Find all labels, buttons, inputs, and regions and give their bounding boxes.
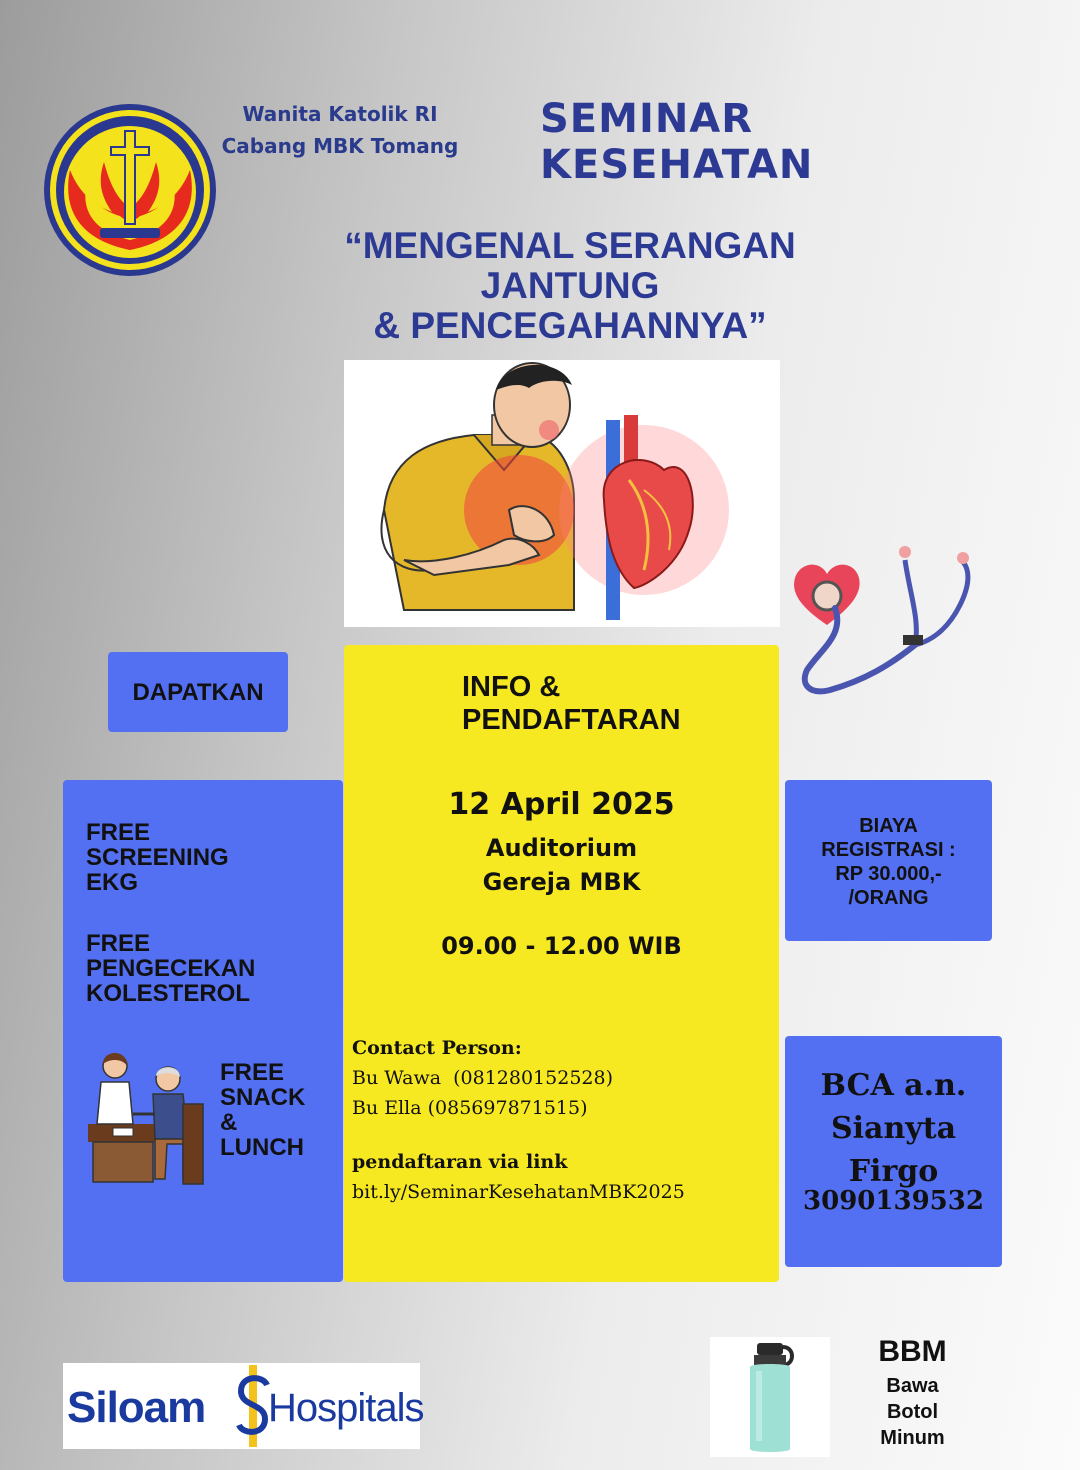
organization-name: Wanita Katolik RI Cabang MBK Tomang xyxy=(221,102,459,158)
bank-account-name: BCA a.n. Sianyta Firgo xyxy=(820,1068,967,1189)
contact-heading: Contact Person: xyxy=(352,1037,522,1059)
event-time: 09.00 - 12.00 WIB xyxy=(441,932,682,960)
bbm-title: BBM xyxy=(878,1335,947,1368)
registration-heading: pendaftaran via link xyxy=(352,1151,568,1173)
seminar-title: “MENGENAL SERANGAN JANTUNG & PENCEGAHANNYA” xyxy=(344,225,796,346)
contact-1: Bu Wawa (081280152528) xyxy=(352,1067,613,1089)
sponsor-name-part2: Hospitals xyxy=(268,1386,424,1430)
event-venue: Auditorium Gereja MBK xyxy=(482,834,641,896)
bbm-description: Bawa Botol Minum xyxy=(880,1375,945,1449)
sponsor-logo xyxy=(63,1363,424,1449)
bank-account-number: 3090139532 xyxy=(803,1186,984,1216)
contact-info xyxy=(352,1033,613,1123)
siloam-symbol-icon xyxy=(233,1363,273,1449)
bring-bottle-note xyxy=(850,1335,975,1451)
contact-2: Bu Ella (085697871515) xyxy=(352,1097,588,1119)
organization-logo xyxy=(40,100,220,280)
benefit-ekg: FREE SCREENING EKG xyxy=(86,819,229,896)
benefits-box xyxy=(63,780,343,1282)
info-title: INFO & PENDAFTARAN xyxy=(462,671,681,736)
info-box xyxy=(344,645,779,1282)
event-date: 12 April 2025 xyxy=(448,787,675,822)
bottle-icon xyxy=(710,1337,830,1457)
registration-link[interactable]: bit.ly/SeminarKesehatanMBK2025 xyxy=(352,1181,685,1203)
benefits-label-box xyxy=(108,652,288,732)
benefits-label: DAPATKAN xyxy=(132,679,264,706)
registration-info xyxy=(352,1147,685,1207)
fee-box xyxy=(785,780,992,941)
water-bottle-image xyxy=(710,1337,830,1457)
registration-fee: BIAYA REGISTRASI : RP 30.000,- /ORANG xyxy=(821,815,956,909)
benefit-snack-lunch: FREE SNACK & LUNCH xyxy=(220,1059,306,1161)
event-type-title: SEMINAR KESEHATAN xyxy=(540,96,814,188)
benefit-cholesterol: FREE PENGECEKAN KOLESTEROL xyxy=(86,930,256,1007)
stethoscope-icon xyxy=(785,540,985,700)
sponsor-name-part1: Siloam xyxy=(67,1383,206,1432)
heart-attack-illustration xyxy=(344,360,780,627)
doctor-patient-illustration xyxy=(83,1044,213,1194)
bank-box xyxy=(785,1036,1002,1267)
